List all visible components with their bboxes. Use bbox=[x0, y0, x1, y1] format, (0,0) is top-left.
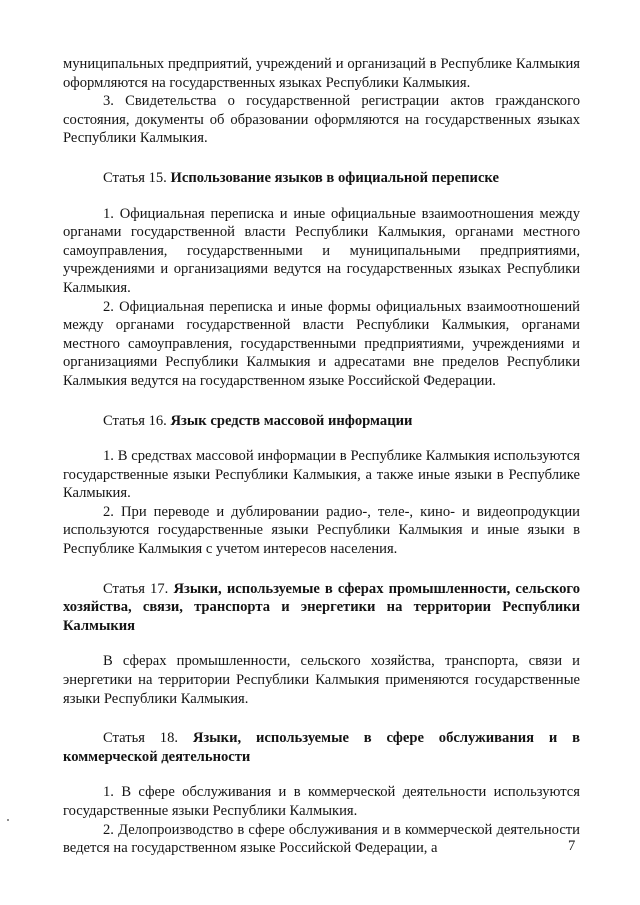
article-16-title: Язык средств массовой информации bbox=[170, 412, 413, 429]
article-18-paragraph-2: 2. Делопроизводство в сфере обслуживания и в коммерческой деятельности ведется на государственном языке Российской Федерации, а bbox=[63, 821, 580, 857]
article-17-heading bbox=[63, 580, 580, 636]
article-15-title: Использование языков в официальной переписке bbox=[170, 169, 499, 186]
article-17-paragraph-1: В сферах промышленности, сельского хозяйства, транспорта, связи и энергетики на территории Республики Калмыкия применяются государственные языки Республики Калмыкия. bbox=[63, 653, 580, 707]
article-15-label: Статья 15. bbox=[103, 169, 167, 186]
article-17-title: Языки, используемые в сферах промышленности, сельского хозяйства, связи, транспорта и энергетики на территории Республики Калмыкия bbox=[63, 580, 580, 634]
article-18-paragraph-1: 1. В сфере обслуживания и в коммерческой деятельности используются государственные языки Республики Калмыкия. bbox=[63, 784, 580, 819]
article-15-heading bbox=[63, 169, 580, 188]
article-18-label: Статья 18. bbox=[103, 730, 179, 747]
article-17-label: Статья 17. bbox=[103, 580, 169, 597]
article-16-paragraph-1: 1. В средствах массовой информации в Республике Калмыкия используются государственные языки Республики Калмыкия, а также иные языки в Республике Калмыкия. bbox=[63, 448, 580, 502]
document-body bbox=[63, 55, 580, 858]
scan-speck bbox=[7, 819, 9, 821]
intro-continuation-paragraph: муниципальных предприятий, учреждений и организаций в Республике Калмыкия оформляются на государственных языках Республики Калмыкия. bbox=[63, 56, 580, 91]
article-16-heading bbox=[63, 412, 580, 431]
intro-paragraph-3: 3. Свидетельства о государственной регистрации актов гражданского состояния, документы об образовании оформляются на государственных языках Республики Калмыкия. bbox=[63, 93, 580, 147]
article-18-title: Языки, используемые в сфере обслуживания и в коммерческой деятельности bbox=[63, 730, 580, 765]
page-number: 7 bbox=[568, 838, 576, 854]
article-16-label: Статья 16. bbox=[103, 412, 167, 429]
article-15-paragraph-2: 2. Официальная переписка и иные формы официальных взаимоотношений между органами государственной власти Республики Калмыкия, органами местного самоуправления, государственными предприятиями, учреждениями и организациями Республики Калмыкия и адресатами вне пределов Республики Калмыкия ведутся на государственном языке Российской Федерации. bbox=[63, 298, 580, 389]
article-16-paragraph-2: 2. При переводе и дублировании радио-, теле-, кино- и видеопродукции используются государственные языки Республики Калмыкия и иные языки в Республике Калмыкия с учетом интересов населения. bbox=[63, 503, 580, 558]
article-15-paragraph-1: 1. Официальная переписка и иные официальные взаимоотношения между органами государственной власти Республики Калмыкия, органами местного самоуправления, государственными и муниципальными предприятиями, учреждениями и организациями ведутся на государственных языках Республики Калмыкия. bbox=[63, 205, 580, 296]
article-18-heading bbox=[63, 729, 580, 766]
